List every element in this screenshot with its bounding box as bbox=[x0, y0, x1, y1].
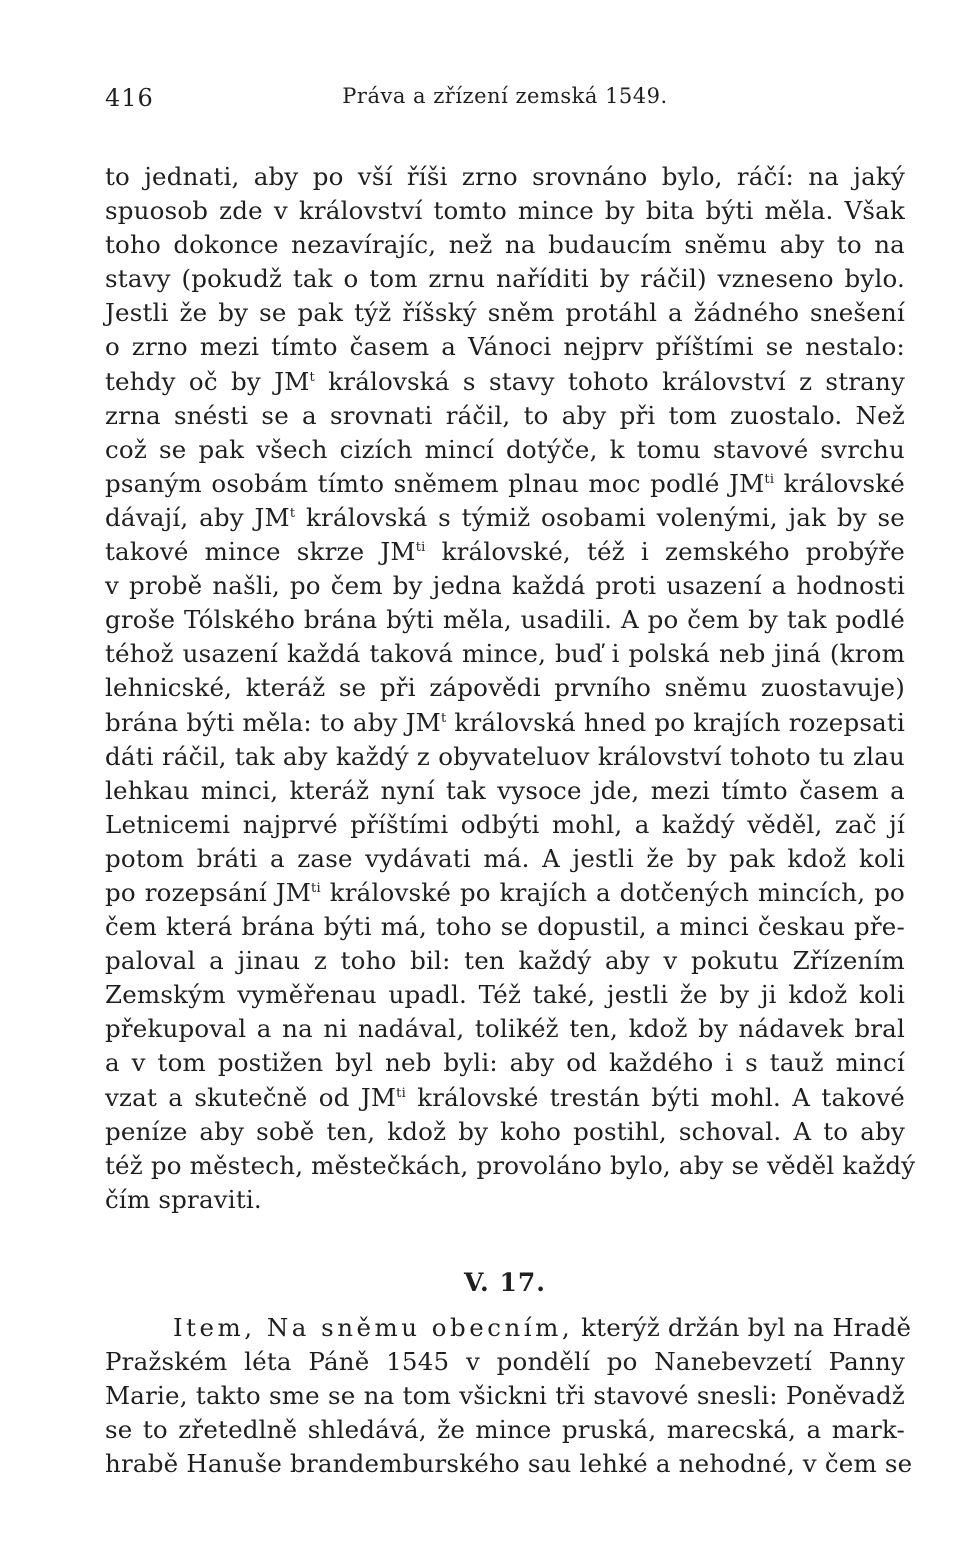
text-line: peníze aby sobě ten, kdož by koho postihl, schoval. A to aby bbox=[105, 1116, 905, 1146]
text-line: čím spraviti. bbox=[105, 1184, 262, 1214]
superscript: t bbox=[309, 369, 315, 385]
text-fragment: tehdy oč by JM bbox=[105, 366, 310, 396]
text-line: o zrno mezi tímto časem a Vánoci nejprv příštími se nestalo: bbox=[105, 332, 905, 362]
text-line: též po městech, městečkách, provoláno bylo, aby se věděl každý bbox=[105, 1150, 916, 1180]
running-head bbox=[105, 84, 905, 124]
superscript: t bbox=[440, 710, 447, 726]
text-fragment: královské po krajích a dotčených mincích, po bbox=[320, 877, 905, 907]
text-line: dáti ráčil, tak aby každý z obyvateluov království tohoto tu zlau bbox=[105, 741, 905, 771]
spaced-text: Item, Na sněmu obecním, bbox=[173, 1313, 574, 1342]
text-line: Marie, takto sme se na tom všickni tři stavové snesli: Poněvadž bbox=[105, 1381, 905, 1411]
paragraph-section-17 bbox=[105, 1311, 913, 1481]
text-fragment: takové mince skrze JM bbox=[105, 537, 416, 567]
text-line bbox=[105, 501, 905, 535]
text-line: toho dokonce nezavírajíc, než na budaucím sněmu aby to na bbox=[105, 230, 905, 260]
text-line bbox=[105, 433, 905, 467]
text-fragment: královské bbox=[774, 468, 905, 498]
text-line: Letnicemi najprvé příštími odbýti mohl, a každý věděl, zač jí bbox=[105, 809, 905, 839]
text-fragment: královská hned po krajích rozepsati bbox=[446, 707, 905, 737]
text-line: překupoval a na ni nadával, tolikéž ten, kdož by nádavek bral bbox=[105, 1014, 905, 1044]
text-line: téhož usazení každá taková mince, buď i polská neb jiná (krom bbox=[105, 639, 905, 669]
text-line: stavy (pokudž tak o tom zrnu naříditi by ráčil) vzneseno bylo. bbox=[105, 264, 905, 294]
paragraph-section-17-lines bbox=[105, 1345, 913, 1481]
text-line: groše Tólského brána býti měla, usadili. A po čem by tak podlé bbox=[105, 605, 905, 635]
superscript: t bbox=[289, 505, 296, 521]
text-fragment: po rozepsání JM bbox=[105, 877, 312, 907]
text-line bbox=[105, 1081, 905, 1115]
text-fragment: vzat a skutečně od JM bbox=[105, 1082, 397, 1112]
text-fragment: brána býti měla: to aby JM bbox=[105, 707, 441, 737]
text-line: hrabě Hanuše brandemburského sau lehké a nehodné, v čem se bbox=[105, 1449, 913, 1479]
text-fragment: psaným osobám tímto sněmem plnau moc podlé JM bbox=[105, 468, 765, 498]
text-line: Pražském léta Páně 1545 v pondělí po Nanebevzetí Panny bbox=[105, 1347, 905, 1377]
text-fragment: královské trestán býti mohl. A takové bbox=[405, 1082, 905, 1112]
text-line: lehnicské, kteráž se při zápovědi prvního sněmu zuostavuje) bbox=[105, 673, 905, 703]
text-line bbox=[105, 1311, 912, 1345]
text-line: to jednati, aby po vší říši zrno srovnáno bylo, ráčí: na jaký bbox=[105, 162, 905, 191]
page-number: 416 bbox=[105, 84, 154, 112]
text-line: a v tom postižen byl neb byli: aby od každého i s tauž mincí bbox=[105, 1048, 905, 1078]
text-line: spuosob zde v království tomto mince by bita býti měla. Však bbox=[105, 196, 905, 226]
text-fragment: královské, též i zemského probýře bbox=[425, 537, 906, 567]
text-line bbox=[105, 535, 905, 569]
text-fragment: dávají, aby JM bbox=[105, 502, 290, 532]
text-line: Jestli že by se pak týž říšský sněm protáhl a žádného snešení bbox=[105, 298, 905, 328]
superscript: ti bbox=[415, 540, 426, 556]
text-line bbox=[105, 876, 905, 910]
text-fragment: královská s stavy tohoto království z strany bbox=[314, 366, 905, 396]
text-fragment: což se pak všech cizích mincí dotýče, k tomu stavové svrchu bbox=[105, 434, 905, 464]
section-heading: V. 17. bbox=[464, 1268, 546, 1297]
text-line: paloval a jinau z toho bil: ten každý aby v pokutu Zřízením bbox=[105, 946, 905, 976]
text-line: Zemským vyměřenau upadl. Též také, jestli že by ji kdož koli bbox=[105, 980, 905, 1010]
text-fragment: královská s týmiž osobami volenými, jak by se bbox=[295, 502, 905, 532]
text-line: potom bráti a zase vydávati má. A jestli že by pak kdož koli bbox=[105, 843, 905, 873]
text-line: se to zřetedlně shledává, že mince pruská, marecská, a mark- bbox=[105, 1415, 905, 1445]
text-line-rest: kterýž držán byl na Hradě bbox=[573, 1313, 912, 1342]
text-line bbox=[105, 706, 905, 740]
text-line: v probě našli, po čem by jedna každá proti usazení a hodnosti bbox=[105, 571, 905, 601]
text-line bbox=[105, 467, 905, 501]
superscript: ti bbox=[396, 1085, 406, 1101]
superscript: ti bbox=[311, 880, 321, 896]
text-line: zrna snésti se a srovnati ráčil, to aby při tom zuostalo. Než bbox=[105, 400, 905, 430]
text-line: lehkau minci, kteráž nyní tak vysoce jde, mezi tímto časem a bbox=[105, 775, 905, 805]
text-line: čem která brána býti má, toho se dopustil, a minci českau pře- bbox=[105, 912, 905, 942]
text-line bbox=[105, 365, 905, 399]
superscript: ti bbox=[764, 471, 775, 487]
paragraph-main bbox=[105, 160, 916, 1217]
header-title: Práva a zřízení zemská 1549. bbox=[342, 84, 668, 108]
